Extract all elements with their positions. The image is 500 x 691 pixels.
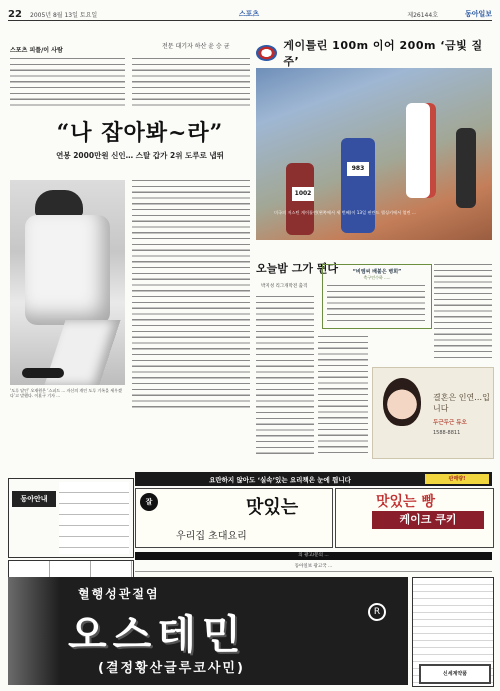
medicine-brand: 오스테민 — [68, 612, 247, 658]
info-bar-2: 동아일보 광고국 ... — [135, 563, 492, 572]
story-byline: 전문 대기자 하산 윤 승 균 — [162, 43, 230, 50]
bookshop-ad-bar[interactable] — [135, 472, 492, 486]
track-headline: 게이틀린 100m 이어 200m ‘금빛 질주’ — [283, 39, 483, 68]
registered-mark-icon: R — [368, 603, 386, 621]
cookbook-ad-a[interactable] — [135, 488, 333, 548]
green-box-text — [327, 285, 425, 323]
medicine-tagline: 혈행성관절염 — [78, 587, 160, 601]
track-headline-row — [256, 39, 492, 68]
model-face — [383, 378, 421, 426]
matchmaking-ad[interactable] — [372, 367, 494, 459]
bakery-title: 맛있는 빵 — [376, 494, 435, 510]
page-header — [8, 8, 492, 21]
story-kicker: 스포츠 피플/이 사람 — [10, 47, 63, 54]
cookbook-ad-b[interactable] — [335, 488, 494, 548]
info-bar: 의 광고/문의 ... — [135, 552, 492, 560]
player-cap — [35, 190, 83, 216]
sprinters-photo-caption: 미국의 저스틴 게이틀린(왼쪽에서 세 번째)이 13일 핀란드 헬싱키에서 열린 ... — [274, 210, 416, 215]
classified-title: 동아안내 — [12, 491, 56, 507]
story-body-column — [132, 180, 250, 412]
tonight-headline: 오늘밤 그가 뛴다 — [256, 262, 339, 275]
sprinters-photo — [256, 68, 492, 240]
tonight-subhead: 박지성 리그개막전 출격 — [261, 284, 308, 289]
tonight-body-2 — [318, 336, 368, 456]
intro-text-left — [10, 58, 125, 106]
ad-gradient-stripe — [8, 577, 60, 685]
cookbook-subtitle: 우리집 초대요리 — [176, 531, 247, 542]
runner-bib: 1002 — [292, 187, 314, 201]
cookbook-title: 맛있는 — [246, 497, 299, 518]
medicine-ad[interactable] — [8, 577, 408, 685]
green-box-sub: 축구인수하 ..... — [363, 275, 391, 280]
tonight-body-1 — [256, 296, 314, 456]
small-side-ad[interactable] — [412, 577, 494, 687]
baseball-player-photo — [10, 180, 125, 385]
side-column-text — [434, 264, 492, 359]
classified-box — [8, 478, 134, 558]
section-name: 스포츠 — [238, 10, 260, 18]
issue-date: 2005년 8월 13일 토요일 — [30, 11, 98, 19]
intro-text-right — [132, 58, 250, 106]
player-body — [25, 215, 110, 325]
ad-bar-badge: 판매량! — [425, 474, 489, 484]
pharma-logo: 신세계약품 — [419, 664, 491, 684]
big-quote-headline: “나 잡아봐~라” — [56, 120, 224, 146]
page-number: 22 — [8, 8, 22, 20]
medicine-ingredient: (결정황산글루코사민) — [98, 661, 245, 676]
cookbook-badge: 잘 — [140, 493, 158, 511]
baseball-photo-caption: ‘도루 달인’ 오재원은 ‘스피드 ... 자신의 개인 도루 기록을 세우겠다’고 말했다. 이훈구 기자 ... — [10, 388, 122, 398]
player-shoe — [22, 368, 64, 378]
ad-bar-text: 요란하지 않아도 ‘실속’있는 요리책은 눈에 띕니다 — [209, 475, 351, 484]
runner-figure — [406, 103, 436, 198]
championship-logo-icon — [256, 45, 277, 61]
runner-bib: 983 — [347, 162, 369, 176]
story-subhead: 연봉 2000만원 신인… 스탈 갑가 2위 도루로 냅뛰 — [56, 151, 224, 160]
classified-grid — [59, 482, 129, 554]
green-box-title: “비엠씨 배불은 병희” — [352, 269, 402, 275]
green-column-box — [322, 264, 432, 329]
bakery-subtitle: 케이크 쿠키 — [372, 511, 484, 529]
runner-figure — [456, 128, 476, 208]
issue-number: 제26144호 — [407, 11, 438, 19]
paper-name: 동아일보 — [464, 10, 492, 18]
ad-brand: 두근두근 듀오 — [433, 420, 467, 426]
ad-slogan: 결혼은 인연…입니다 — [433, 393, 490, 413]
ad-phone: 1588-8811 — [433, 430, 461, 436]
